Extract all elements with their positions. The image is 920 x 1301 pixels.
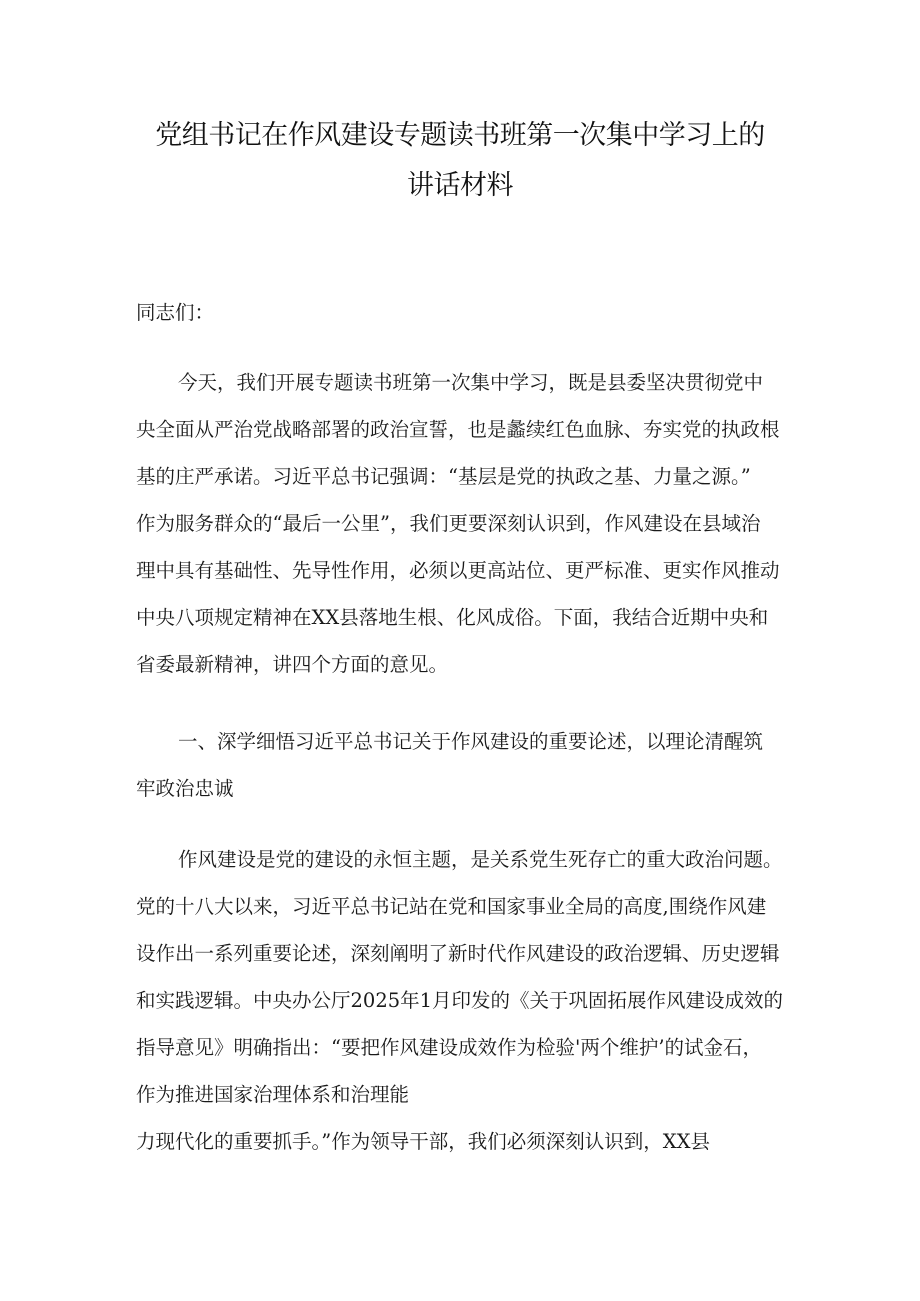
section1-body-line-3: 设作出一系列重要论述，深刻阐明了新时代作风建设的政治逻辑、历史逻辑 [136,942,780,965]
intro-line-5: 理中具有基础性、先导性作用，必须以更高站位、更严标准、更实作风推动 [136,559,780,582]
document-title-line-2: 讲话材料 [407,170,513,201]
intro-line-3: 基的庄严承诺。习近平总书记强调：“基层是党的执政之基、力量之源。” [136,465,751,488]
section1-heading-line-1: 一、深学细悟习近平总书记关于作风建设的重要论述，以理论清醒筑 [178,730,764,753]
section1-body-line-4: 和实践逻辑。中央办公厅2025年1月印发的《关于巩固拓展作风建设成效的 [136,989,784,1012]
section1-body-line-7: 力现代化的重要抓手。”作为领导干部，我们必须深刻认识到，XX县 [136,1130,710,1153]
section1-body-line-5: 指导意见》明确指出：“要把作风建设成效作为检验'两个维护’的试金石， [136,1036,763,1059]
intro-line-7: 省委最新精神，讲四个方面的意见。 [136,653,449,676]
intro-line-1: 今天，我们开展专题读书班第一次集中学习，既是县委坚决贯彻党中 [178,371,764,394]
section1-heading-line-2: 牢政治忠诚 [136,777,234,800]
intro-line-2: 央全面从严治党战略部署的政治宣誓，也是蠡续红色血脉、夯实党的执政根 [136,418,780,441]
intro-line-4: 作为服务群众的“最后一公里”，我们更要深刻认识到，作风建设在县域治 [136,512,761,535]
section1-body-line-2: 党的十八大以来，习近平总书记站在党和国家事业全局的高度,围绕作风建 [136,895,767,918]
salutation: 同志们： [136,301,215,324]
section1-body-line-6: 作为推进国家治理体系和治理能 [136,1083,410,1106]
document-title-line-1: 党组书记在作风建设专题读书班第一次集中学习上的 [155,120,765,151]
intro-line-6: 中央八项规定精神在XX县落地生根、化风成俗。下面，我结合近期中央和 [136,606,769,629]
section1-body-line-1: 作风建设是党的建设的永恒主题，是关系党生死存亡的重大政治问题。 [178,848,783,871]
